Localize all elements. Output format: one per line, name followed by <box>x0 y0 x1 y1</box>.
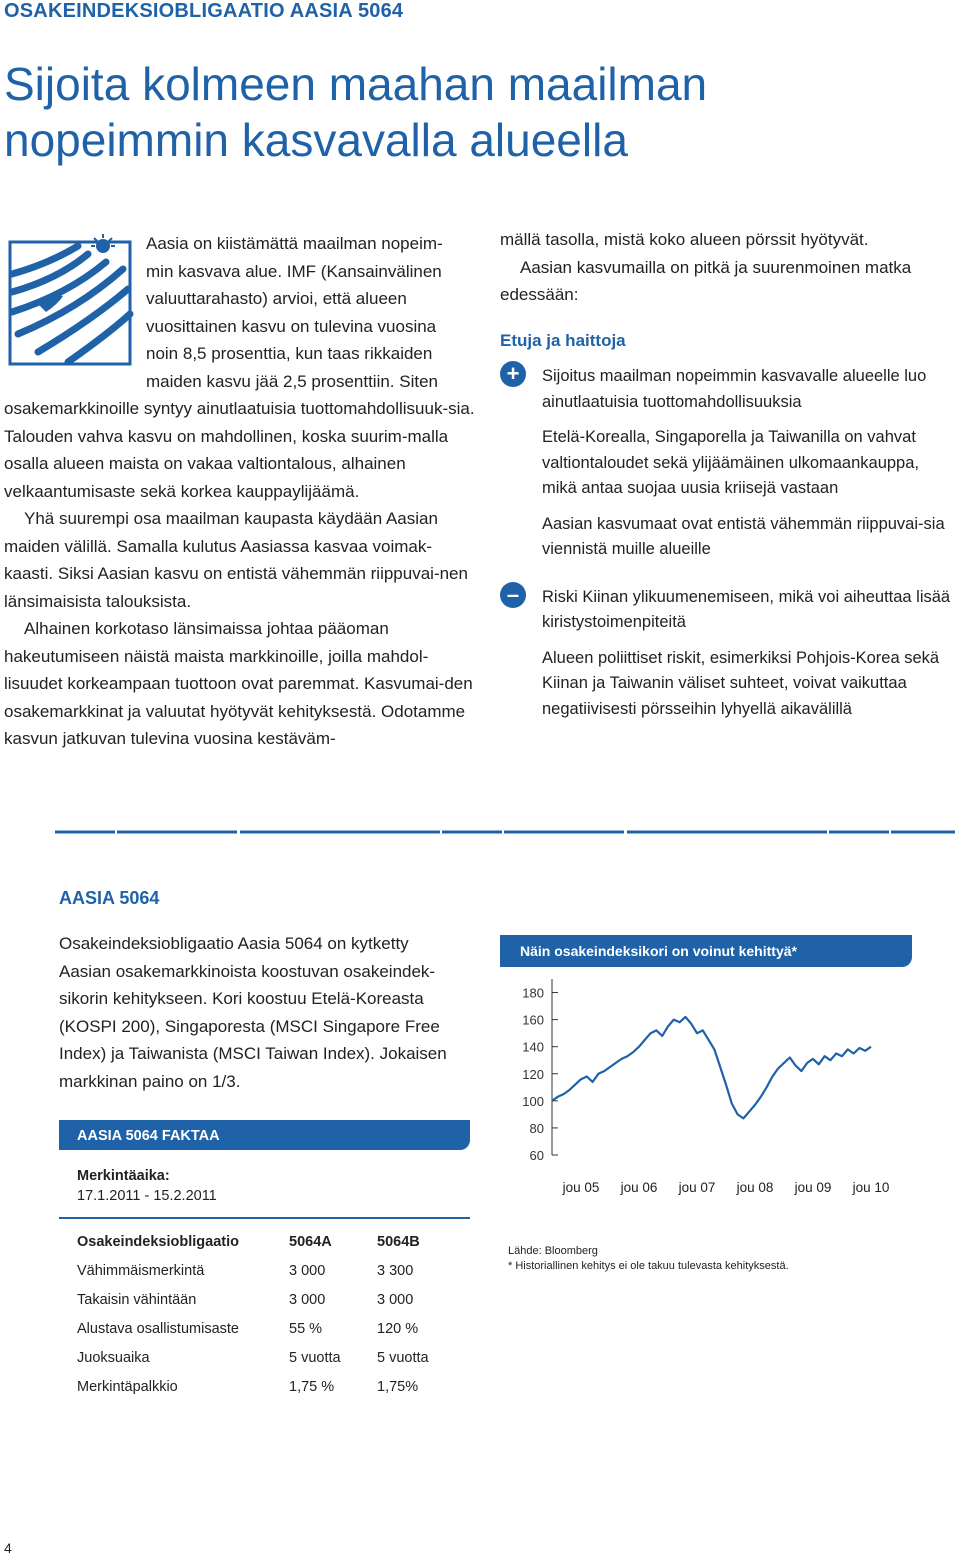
y-tick-label: 100 <box>522 1093 544 1109</box>
disclaimer-line: * Historiallinen kehitys ei ole takuu tulevasta kehityksestä. <box>508 1260 789 1272</box>
paragraph-3: Alhainen korkotaso länsimaissa johtaa pääoman hakeutumiseen näistä maista markkinoille, joilla mahdol-lisuudet korkeampaan tuottoon ovat paremmat. Kasvumai-den osakemarkkinat ja valuutat hyötyvät kehityksestä. Odotamme kasvun jatkuvan tulevina vuosina kestäväm- <box>4 619 473 748</box>
index-chart <box>500 965 912 1205</box>
y-tick-label: 140 <box>522 1039 544 1055</box>
table-row <box>59 1372 470 1401</box>
table-cell: Juoksuaika <box>77 1349 150 1366</box>
x-tick-label: jou 08 <box>736 1180 774 1195</box>
paragraph-journey: Aasian kasvumailla on pitkä ja suurenmoinen matka edessään: <box>500 257 912 304</box>
intro-line-5: noin 8,5 prosenttia, kun taas rikkaiden <box>146 344 433 363</box>
pros-block <box>500 361 956 573</box>
paragraph-continued: mällä tasolla, mistä koko alueen pörssit hyötyvät. <box>500 230 869 249</box>
table-header-cell: 5064A <box>289 1233 332 1250</box>
chart-title: Näin osakeindeksikori on voinut kehittyä* <box>500 937 912 967</box>
table-cell: 3 000 <box>289 1291 326 1308</box>
source-note <box>508 1244 789 1274</box>
chart-container <box>500 935 912 967</box>
table-cell: 5 vuotta <box>289 1349 341 1366</box>
table-cell: Takaisin vähintään <box>77 1291 197 1308</box>
table-cell: Alustava osallistumisaste <box>77 1320 239 1337</box>
product-title: AASIA 5064 <box>59 888 160 908</box>
x-tick-label: jou 10 <box>852 1180 890 1195</box>
title-line-1: Sijoita kolmeen maahan maailman <box>4 58 708 110</box>
x-tick-label: jou 06 <box>620 1180 658 1195</box>
table-cell: 120 % <box>377 1320 419 1337</box>
y-tick-label: 160 <box>522 1012 544 1028</box>
minus-icon: – <box>500 582 526 608</box>
table-cell: 5 vuotta <box>377 1349 429 1366</box>
pro-item: Aasian kasvumaat ovat entistä vähemmän riippuvai-sia viennistä muille alueille <box>542 514 945 558</box>
cons-block <box>500 581 956 733</box>
table-cell: 3 000 <box>289 1262 326 1279</box>
subscription-period <box>77 1168 470 1204</box>
paragraph-2: Yhä suurempi osa maailman kaupasta käydään Aasian maiden välillä. Samalla kulutus Aasiassa kasvaa voimak-kaasti. Siksi Aasian kasvu on entistä vähemmän riippuvai-nen länsimaisista talouksista. <box>4 509 468 611</box>
table-row <box>59 1285 470 1314</box>
y-tick-label: 60 <box>529 1148 544 1163</box>
table-cell: Merkintäpalkkio <box>77 1378 178 1395</box>
subscription-value: 17.1.2011 - 15.2.2011 <box>77 1188 217 1204</box>
table-header-cell: 5064B <box>377 1233 420 1250</box>
logo-wrap <box>4 230 146 370</box>
table-cell: 1,75 % <box>289 1378 335 1395</box>
table-row <box>59 1314 470 1343</box>
intro-line-1: Aasia on kiistämättä maailman nopeim- <box>146 234 443 253</box>
table-cell: 3 000 <box>377 1291 414 1308</box>
facts-box <box>59 1120 470 1204</box>
subscription-label: Merkintäaika: <box>77 1168 170 1184</box>
table-row <box>59 1256 470 1285</box>
product-description: Osakeindeksiobligaatio Aasia 5064 on kytketty Aasian osakemarkkinoista koostuvan osakeindek-sikorin kehitykseen. Kori koostuu Etelä-Koreasta (KOSPI 200), Singaporesta (MSCI Singapore Free Index) ja Taiwanista (MSCI Taiwan Index). Jokaisen markkinan paino on 1/3. <box>59 934 447 1091</box>
series-line <box>552 1017 871 1119</box>
table-header-cell: Osakeindeksiobligaatio <box>77 1233 239 1250</box>
y-tick-label: 80 <box>529 1120 544 1136</box>
sun-field-logo-icon <box>8 234 136 369</box>
title-line-2: nopeimmin kasvavalla alueella <box>4 114 628 166</box>
table-cell: Vähimmäismerkintä <box>77 1262 205 1279</box>
facts-title: AASIA 5064 FAKTAA <box>59 1122 470 1150</box>
intro-column <box>4 230 480 753</box>
intro-line-3: valuuttarahasto) arvioi, että alueen <box>146 289 407 308</box>
con-item: Alueen poliittiset riskit, esimerkiksi Pohjois-Korea sekä Kiinan ja Taiwanin väliset suhteet, voivat vaikuttaa negatiivisesti pörsseihin lyhyellä aikavälillä <box>542 648 940 718</box>
facts-table <box>59 1217 470 1401</box>
intro-paragraph-rest: osakemarkkinoille syntyy ainutlaatuisia tuottomahdollisuuk-sia. Talouden vahva kasvu on mahdollinen, koska suurim-malla osalla alueen maista on vakaa valtiontalous, alhainen velkaantumisaste sekä korkea kauppaylijäämä. <box>4 399 475 501</box>
table-row <box>59 1343 470 1372</box>
header-label: OSAKEINDEKSIOBLIGAATIO AASIA 5064 <box>4 0 404 22</box>
page-number: 4 <box>4 1540 12 1556</box>
x-tick-label: jou 07 <box>678 1180 716 1195</box>
section-divider <box>55 830 955 834</box>
intro-line-6: maiden kasvu jää 2,5 prosenttiin. Siten <box>146 371 439 391</box>
table-header-row <box>59 1227 470 1256</box>
right-column <box>500 226 956 744</box>
y-tick-label: 180 <box>522 985 544 1001</box>
page-title <box>4 56 904 168</box>
table-cell: 3 300 <box>377 1262 414 1279</box>
x-tick-label: jou 05 <box>562 1180 600 1195</box>
intro-line-2: min kasvava alue. IMF (Kansainvälinen <box>146 261 442 281</box>
plus-icon: + <box>500 361 526 387</box>
intro-line-4: vuosittainen kasvu on tulevina vuosina <box>146 316 437 336</box>
con-item: Riski Kiinan ylikuumenemiseen, mikä voi aiheuttaa lisää kiristystoimenpiteitä <box>542 587 951 631</box>
y-tick-label: 120 <box>522 1066 544 1082</box>
table-cell: 55 % <box>289 1320 323 1337</box>
pro-item: Sijoitus maailman nopeimmin kasvavalle alueelle luo ainutlaatuisia tuottomahdollisuuksia <box>542 367 927 411</box>
x-tick-label: jou 09 <box>794 1180 832 1195</box>
pros-cons-heading: Etuja ja haittoja <box>500 330 626 350</box>
table-cell: 1,75% <box>377 1378 419 1395</box>
pro-item: Etelä-Korealla, Singaporella ja Taiwanilla on vahvat valtiontaloudet sekä ylijäämäinen ulkomaankauppa, mikä antaa suojaa uusia kriisejä vastaan <box>542 428 919 497</box>
source-line: Lähde: Bloomberg <box>508 1245 598 1257</box>
